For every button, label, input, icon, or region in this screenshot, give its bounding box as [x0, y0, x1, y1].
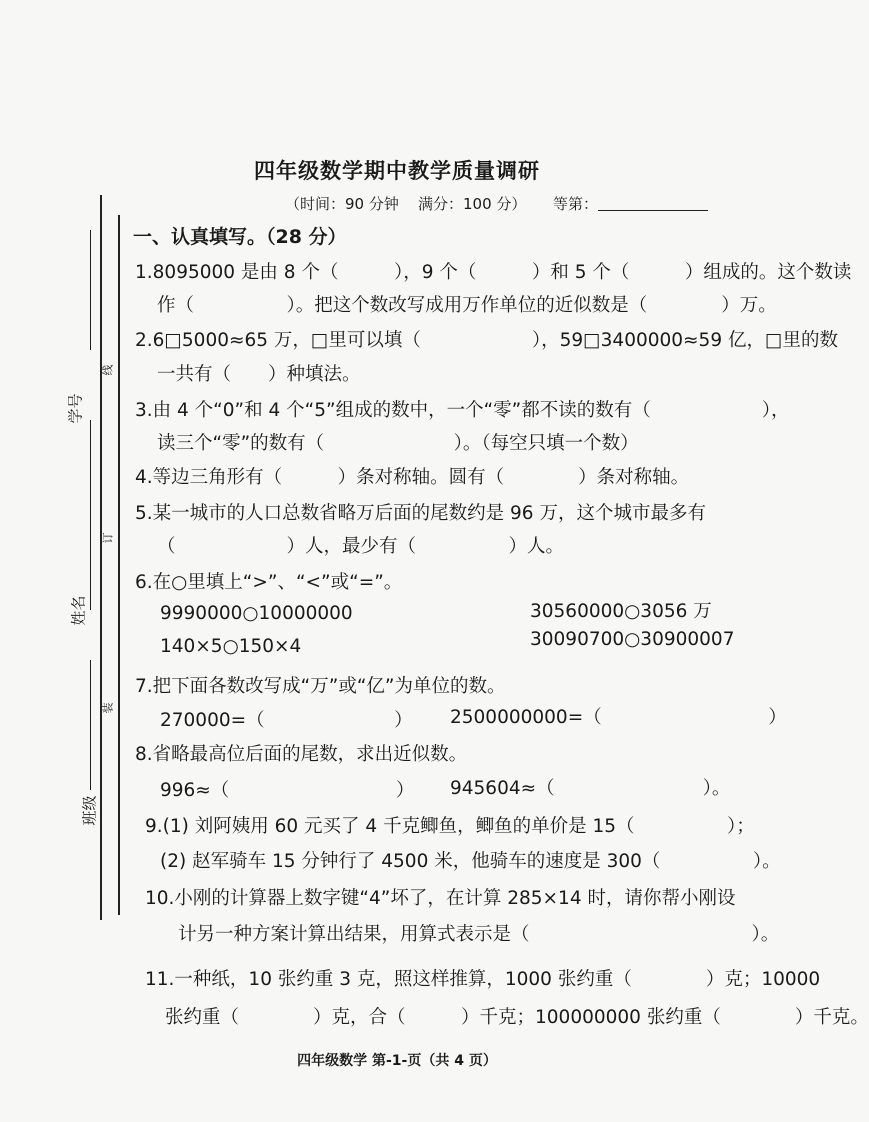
- question-6-item-c: 140×5○150×4: [160, 636, 302, 657]
- question-3-line-2: 读三个“零”的数有（ ）。（每空只填一个数）: [157, 433, 639, 454]
- question-1-line-1: 1.8095000 是由 8 个（ ），9 个（ ）和 5 个（ ）组成的。这个数读: [135, 262, 852, 283]
- question-1-line-2: 作（ ）。把这个数改写成用万作单位的近似数是（ ）万。: [157, 295, 777, 316]
- question-8: 8.省略最高位后面的尾数，求出近似数。: [135, 744, 468, 765]
- student-id-label: 学号: [66, 393, 85, 424]
- binding-line-inner: [118, 215, 120, 915]
- grade-blank[interactable]: [598, 196, 708, 211]
- question-4: 4.等边三角形有（ ）条对称轴。圆有（ ）条对称轴。: [135, 467, 690, 488]
- question-6: 6.在○里填上“>”、“<”或“=”。: [135, 572, 403, 593]
- question-5-line-1: 5.某一城市的人口总数省略万后面的尾数约是 96 万，这个城市最多有: [135, 503, 706, 524]
- binding-line-outer: [100, 195, 102, 920]
- question-11-line-1: 11.一种纸，10 张约重 3 克，照这样推算，1000 张约重（ ）克；10000: [145, 969, 821, 990]
- exam-time: （时间：90 分钟: [285, 195, 399, 213]
- grade-label: [553, 193, 708, 214]
- page-title: 四年级数学期中教学质量调研: [254, 159, 540, 183]
- question-8-item-b: 945604≈（ ）。: [450, 778, 731, 799]
- question-2-line-1: 2.6□5000≈65 万，□里可以填（ ），59□3400000≈59 亿，□里的数: [135, 330, 838, 351]
- question-8-item-a: 996≈（ ）: [160, 780, 415, 801]
- question-6-item-b: 30560000○3056 万: [530, 601, 712, 622]
- exam-score: 满分：100 分）: [418, 195, 527, 213]
- question-6-item-d: 30090700○30900007: [530, 629, 735, 650]
- binding-marker-staple: 订: [101, 532, 115, 544]
- question-5-line-2: （ ）人，最少有（ ）人。: [157, 536, 565, 557]
- question-7: 7.把下面各数改写成“万”或“亿”为单位的数。: [135, 676, 506, 697]
- binding-marker-line: 线: [101, 364, 115, 376]
- question-9-part-2: (2) 赵军骑车 15 分钟行了 4500 米，他骑车的速度是 300（ ）。: [160, 851, 781, 872]
- question-10-line-1: 10.小刚的计算器上数字键“4”坏了，在计算 285×14 时，请你帮小刚设: [145, 888, 736, 909]
- class-underline: [90, 660, 91, 790]
- binding-marker-bind: 装: [101, 702, 115, 714]
- class-label: 班级: [80, 795, 99, 826]
- section-heading: 一、认真填写。（28 分）: [133, 226, 347, 248]
- name-label: 姓名: [69, 595, 88, 626]
- question-7-item-b: 2500000000=（ ）: [450, 707, 787, 728]
- page-footer: 四年级数学 第-1-页（共 4 页）: [297, 1053, 497, 1069]
- question-2-line-2: 一共有（ ）种填法。: [157, 364, 361, 385]
- question-3-line-1: 3.由 4 个“0”和 4 个“5”组成的数中，一个“零”都不读的数有（ ），: [135, 400, 790, 421]
- grade-label-text: 等第：: [553, 195, 599, 213]
- student-id-underline: [90, 230, 91, 350]
- name-underline: [90, 420, 91, 610]
- question-10-line-2: 计另一种方案计算出结果，用算式表示是（ ）。: [178, 924, 780, 945]
- question-7-item-a: 270000=（ ）: [160, 710, 413, 731]
- question-11-line-2: 张约重（ ）克，合（ ）千克；100000000 张约重（ ）千克。: [165, 1007, 869, 1028]
- question-6-item-a: 9990000○10000000: [160, 603, 353, 624]
- question-9-part-1: 9.(1) 刘阿姨用 60 元买了 4 千克鲫鱼，鲫鱼的单价是 15（ ）；: [145, 816, 755, 837]
